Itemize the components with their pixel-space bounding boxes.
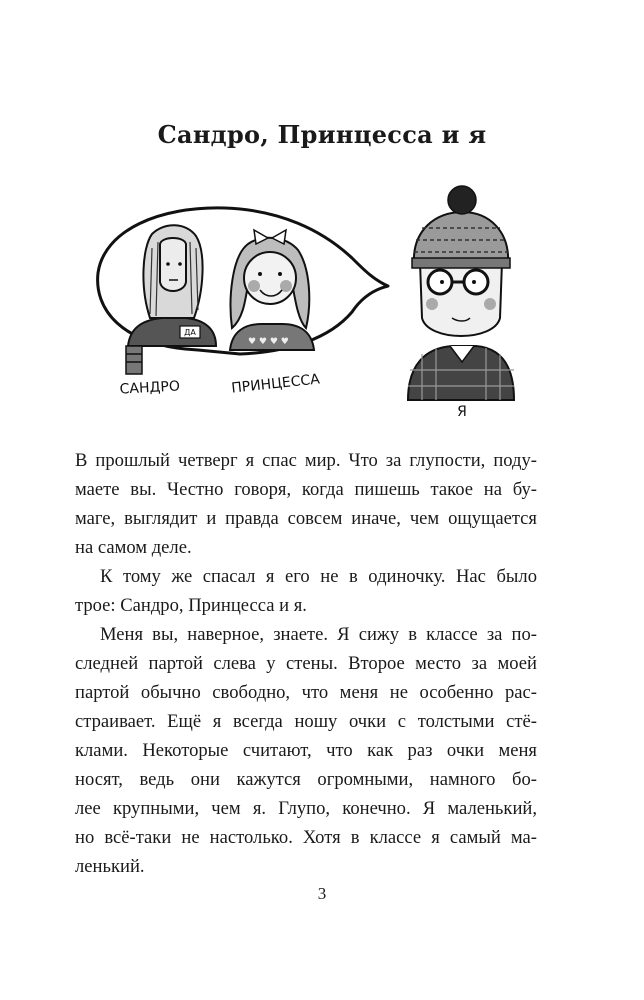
- text-line: маете вы. Честно говоря, когда пишешь такое на бу-: [75, 479, 537, 500]
- text-line: лее крупными, чем я. Глупо, конечно. Я маленький,: [75, 798, 537, 819]
- badge-label: ДА: [184, 328, 196, 337]
- page-number: 3: [317, 884, 327, 903]
- text-line: на самом деле.: [75, 537, 192, 558]
- chapter-title: Сандро, Принцесса и я: [157, 120, 487, 149]
- svg-text:♥ ♥ ♥ ♥: ♥ ♥ ♥ ♥: [248, 337, 289, 347]
- text-line: В прошлый четверг я спас мир. Что за глупости, поду-: [75, 450, 537, 471]
- text-line: следней партой слева у стены. Второе место за моей: [75, 653, 537, 674]
- text-line: Меня вы, наверное, знаете. Я сижу в классе за по-: [100, 624, 537, 645]
- text-line: ленький.: [75, 856, 145, 877]
- text-line: партой обычно свободно, что меня не особенно рас-: [75, 682, 537, 703]
- text-line: трое: Сандро, Принцесса и я.: [75, 595, 307, 616]
- label-sandro: САНДРО: [119, 378, 181, 398]
- text-line: К тому же спасал я его не в одиночку. Нас было: [100, 566, 537, 587]
- text-line: маге, выглядит и правда совсем иначе, чем ощущается: [75, 508, 537, 529]
- chapter-illustration: [90, 178, 550, 438]
- text-line: страивает. Ещё я всегда ношу очки с толстыми стё-: [75, 711, 537, 732]
- princess-figure: [230, 230, 314, 350]
- label-princess: ПРИНЦЕССА: [230, 371, 321, 397]
- text-line: клами. Некоторые считают, что как раз очки меня: [75, 740, 537, 761]
- chapter-body: [75, 446, 537, 881]
- label-me: Я: [457, 404, 467, 420]
- text-line: но всё-таки не настолько. Хотя в классе я самый ма-: [75, 827, 537, 848]
- narrator-figure: [408, 186, 514, 400]
- text-line: носят, ведь они кажутся огромными, намного бо-: [75, 769, 537, 790]
